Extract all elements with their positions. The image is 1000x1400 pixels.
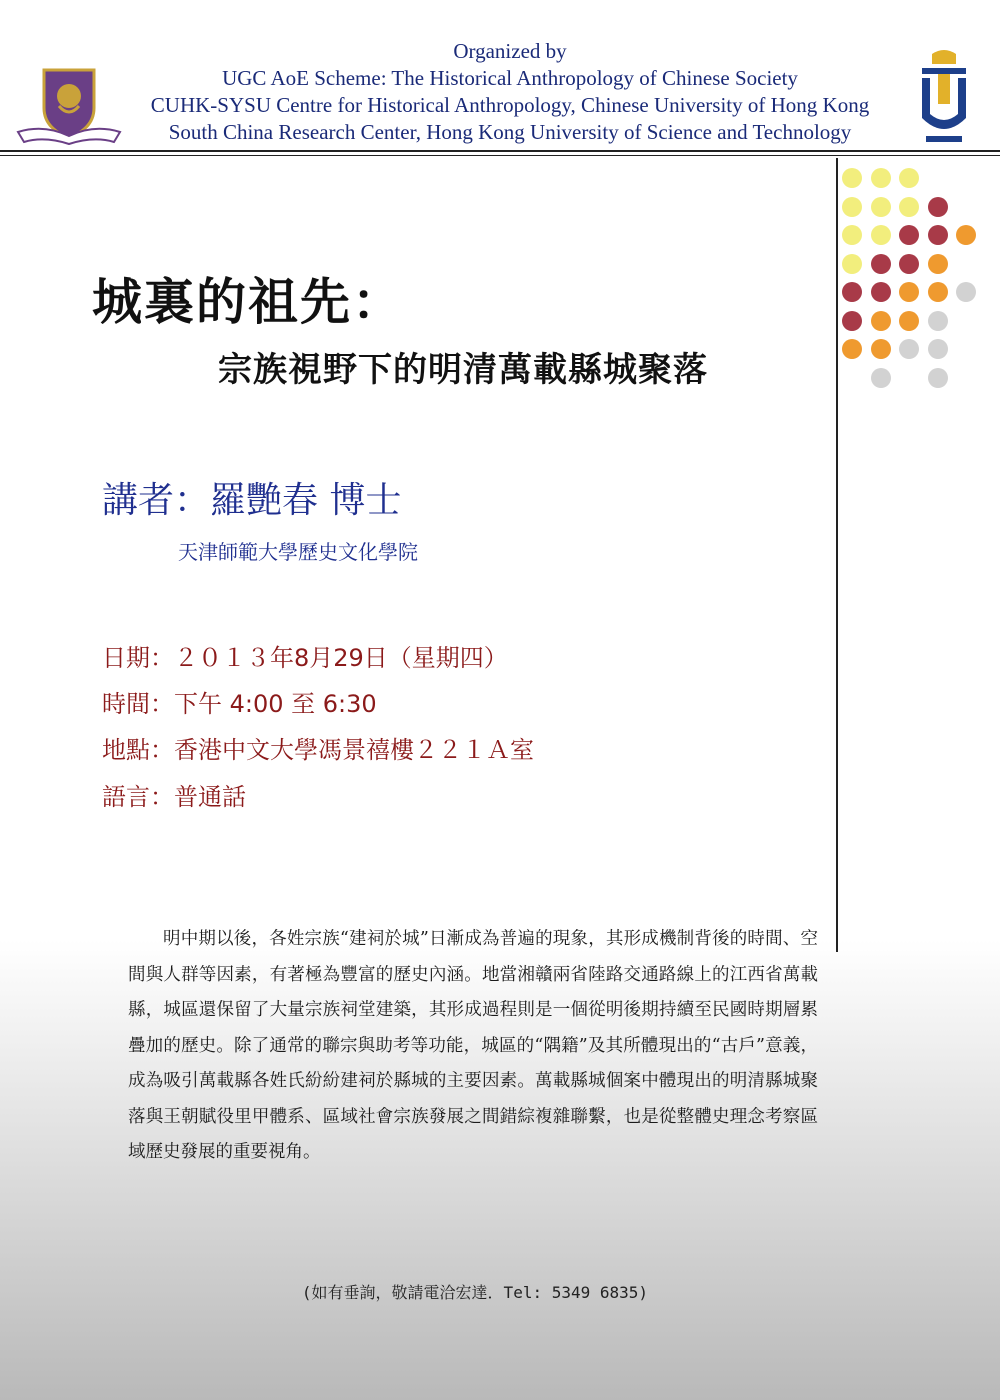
decorative-dot (928, 339, 948, 359)
decorative-dot (871, 339, 891, 359)
decorative-dot (871, 254, 891, 274)
lecture-title: 城裏的祖先： (92, 272, 404, 331)
organized-by-label: Organized by (453, 39, 567, 63)
event-venue: 地點：香港中文大學馮景禧樓２２１Ａ室 (102, 736, 534, 764)
decorative-dot (956, 282, 976, 302)
decorative-dot (842, 339, 862, 359)
decorative-dot (928, 311, 948, 331)
decorative-dot (899, 197, 919, 217)
decorative-dot (842, 197, 862, 217)
decorative-dot (871, 282, 891, 302)
vertical-rule (836, 158, 838, 952)
organizer-line-3: South China Research Center, Hong Kong University of Science and Technology (168, 120, 852, 144)
event-language: 語言：普通話 (102, 783, 246, 811)
hkust-emblem-logo (918, 48, 970, 146)
decorative-dot (928, 254, 948, 274)
decorative-dot (842, 168, 862, 188)
decorative-dot (842, 311, 862, 331)
decorative-dot (928, 225, 948, 245)
decorative-dot (871, 368, 891, 388)
cuhk-crest-logo (14, 66, 124, 146)
decorative-dot (928, 282, 948, 302)
decorative-dot (842, 282, 862, 302)
decorative-dot (871, 311, 891, 331)
decorative-dot (842, 254, 862, 274)
organizer-line-2: CUHK-SYSU Centre for Historical Anthropology, Chinese University of Hong Kong (150, 93, 870, 117)
decorative-dot (871, 225, 891, 245)
decorative-dot (899, 168, 919, 188)
header-rule (0, 150, 1000, 152)
decorative-dot (928, 368, 948, 388)
speaker-affiliation: 天津師範大學歷史文化學院 (178, 540, 418, 564)
decorative-dot (871, 197, 891, 217)
event-date: 日期：２０１３年8月29日（星期四） (102, 644, 508, 672)
organizer-line-1: UGC AoE Scheme: The Historical Anthropology of Chinese Society (222, 66, 798, 90)
decorative-dot (956, 225, 976, 245)
decorative-dot (899, 339, 919, 359)
decorative-dot (871, 168, 891, 188)
decorative-dot (899, 254, 919, 274)
decorative-dot (928, 197, 948, 217)
decorative-dot (899, 225, 919, 245)
lecture-abstract: 明中期以後，各姓宗族“建祠於城”日漸成為普遍的現象，其形成機制背後的時間、空間與人群等因素，有著極為豐富的歷史內涵。地當湘贛兩省陸路交通路線上的江西省萬載縣，城區還保留了大量宗族祠堂建築，其形成過程則是一個從明後期持續至民國時期層累疊加的歷史。除了通常的聯宗與助考等功能，城區的“隅籍”及其所體現出的“古戶”意義，成為吸引萬載縣各姓氏紛紛建祠於縣城的主要因素。萬載縣城個案中體現出的明清縣城聚落與王朝賦役里甲體系、區域社會宗族發展之間錯綜複雜聯繫，也是從整體史理念考察區域歷史發展的重要視角。 (128, 929, 818, 1162)
event-time: 時間：下午 4:00 至 6:30 (102, 690, 377, 718)
speaker-name: 講者：羅艷春 博士 (102, 480, 402, 521)
decorative-dot (842, 225, 862, 245)
header-rule-thin (0, 155, 1000, 156)
decorative-dot (899, 282, 919, 302)
contact-info: (如有垂詢，敬請電洽宏達．Tel: 5349 6835) (301, 1283, 649, 1302)
decorative-dot (899, 311, 919, 331)
lecture-subtitle: 宗族視野下的明清萬載縣城聚落 (218, 350, 708, 390)
